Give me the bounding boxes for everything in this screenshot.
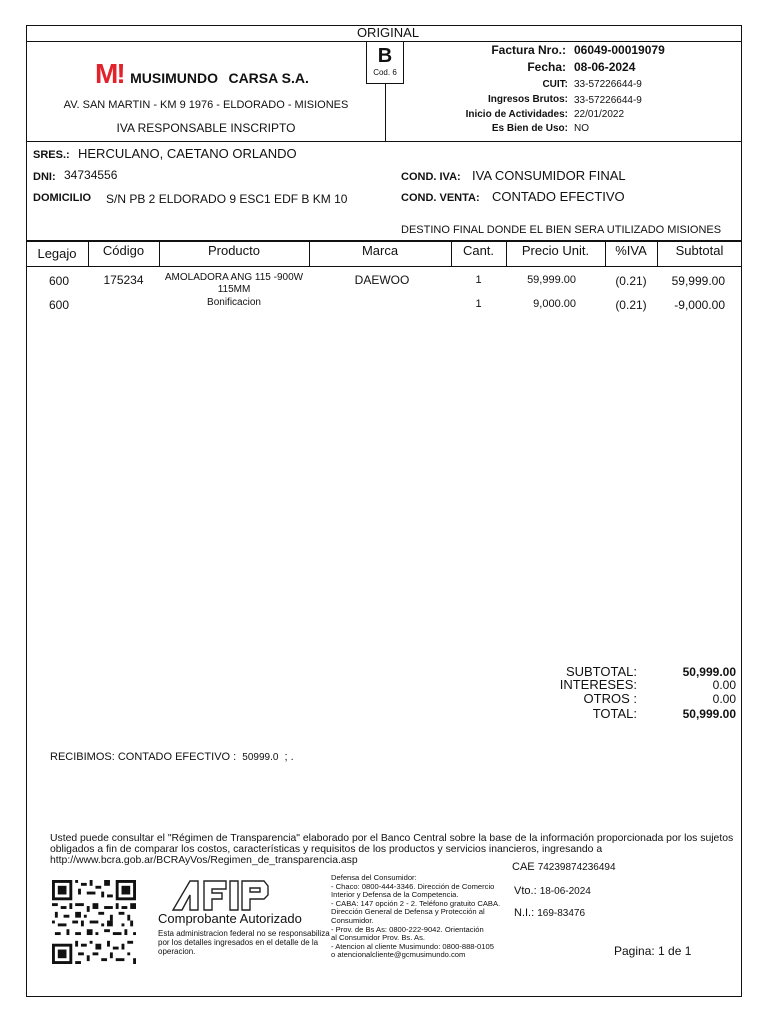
- use-label: Es Bien de Uso:: [491, 123, 568, 134]
- qr-code: [50, 880, 138, 964]
- cae-line: [512, 861, 616, 873]
- th-producto: Producto: [207, 243, 261, 258]
- authorized-label: Comprobante Autorizado: [158, 911, 302, 926]
- cell-subtotal: -9,000.00: [674, 298, 725, 312]
- dni-label: DNI:: [33, 171, 56, 183]
- cell-legajo: 600: [48, 274, 70, 288]
- cell-iva: (0.21): [615, 298, 647, 312]
- th-cant: Cant.: [462, 243, 495, 258]
- invoice-type-box: [366, 41, 404, 84]
- afip-disclaimer: Esta administracion federal no se responsabiliza por los detalles ingresados en el detalle de la operacion.: [158, 929, 330, 956]
- invoice-date-label: Fecha:: [527, 60, 566, 74]
- logo-mark: M!: [95, 58, 124, 89]
- otros-value: 0.00: [712, 692, 736, 706]
- cell-producto: Bonificacion: [207, 297, 261, 308]
- invoice-number-label: Factura Nro.:: [491, 43, 566, 57]
- transparency-text: Usted puede consultar el "Régimen de Transparencia" elaborado por el Banco Central sobre la base de la información proporcionada por los sujetos obligados a fin de comparar los costos, características y requisitos de los productos y servicios inancieros, ingresando a http://www.bcra.gob.ar/BCRAyVos/Regimen_de_transparencia.asp: [50, 833, 734, 866]
- ni-line: [514, 907, 585, 919]
- subtotal-label: SUBTOTAL:: [565, 664, 637, 679]
- cell-legajo: 600: [48, 298, 70, 312]
- th-marca: Marca: [361, 243, 399, 258]
- received-line: [50, 751, 294, 763]
- cae-label: CAE: [512, 861, 535, 873]
- dni-value: 34734556: [64, 168, 118, 182]
- cond-iva-value: IVA CONSUMIDOR FINAL: [472, 168, 626, 183]
- cell-cant: 1: [475, 298, 482, 310]
- consumer-email[interactable]: o atencionalcliente@gcmusimundo.com: [331, 950, 466, 960]
- copy-label: ORIGINAL: [356, 25, 420, 40]
- afip-logo: [170, 877, 272, 913]
- intereses-value: 0.00: [712, 678, 736, 692]
- ni-value: 169-83476: [537, 908, 586, 919]
- cuit-label: CUIT:: [542, 79, 568, 90]
- iibb-value: 33-57226644-9: [574, 95, 642, 106]
- received-label: RECIBIMOS: CONTADO EFECTIVO :: [50, 751, 237, 763]
- company-legal: CARSA S.A.: [228, 70, 309, 86]
- use-value: NO: [574, 123, 589, 134]
- vto-line: [514, 885, 591, 897]
- cell-precio: 59,999.00: [527, 274, 576, 286]
- received-amount: 50999.0: [242, 752, 279, 763]
- cell-codigo: 175234: [103, 273, 144, 287]
- cell-precio: 9,000.00: [533, 298, 576, 310]
- vto-value: 18-06-2024: [539, 886, 591, 897]
- company-address: AV. SAN MARTIN - KM 9 1976 - ELDORADO - MISIONES: [63, 99, 349, 111]
- address-value: S/N PB 2 ELDORADO 9 ESC1 EDF B KM 10: [106, 192, 348, 206]
- otros-label: OTROS :: [583, 691, 637, 706]
- th-subtotal: Subtotal: [675, 243, 724, 258]
- intereses-label: INTERESES:: [559, 677, 637, 692]
- company-logo: [95, 58, 309, 90]
- received-tail: ; .: [284, 751, 294, 763]
- invoice-letter: B: [377, 45, 393, 67]
- start-label: Inicio de Actividades:: [465, 109, 568, 120]
- th-iva: %IVA: [615, 243, 647, 258]
- company-iva: IVA RESPONSABLE INSCRIPTO: [116, 121, 296, 135]
- cae-value: 74239874236494: [537, 862, 616, 873]
- iibb-label: Ingresos Brutos:: [487, 94, 568, 105]
- invoice-date: 08-06-2024: [574, 60, 636, 74]
- cell-producto-line2: 115MM: [217, 284, 251, 295]
- sres-label: SRES.:: [33, 149, 70, 161]
- th-legajo: Legajo: [37, 246, 77, 261]
- vto-label: Vto.:: [514, 885, 537, 897]
- cell-producto: AMOLADORA ANG 115 -900W: [164, 272, 304, 283]
- afip-logo-text: AFIP: [170, 877, 173, 878]
- page-number: Pagina: 1 de 1: [614, 944, 692, 958]
- logo-name: MUSIMUNDO: [130, 70, 218, 86]
- bcra-link[interactable]: http://www.bcra.gob.ar/BCRAyVos/Regimen_de_transparencia.asp: [50, 855, 358, 866]
- start-value: 22/01/2022: [574, 109, 625, 120]
- address-label: DOMICILIO: [33, 192, 92, 204]
- cell-cant: 1: [475, 274, 482, 286]
- cond-venta-value: CONTADO EFECTIVO: [492, 189, 625, 204]
- consumer-defense: Defensa del Consumidor: - Chaco: 0800-444-3346. Dirección de Comercio Interior y Defensa de la Competencia. - CABA: 147 opción 2 - 2. Teléfono gratuito CABA. Dirección General de Defensa y Protección al Consumidor. - Prov. de Bs As: 0800-222-9042. Orientación al Consumidor Prov. Bs. As. - Atencion al cliente Musimundo: 0800-888-0105 o atencionalcliente@gcmusimundo.com: [331, 873, 501, 960]
- destination-note: DESTINO FINAL DONDE EL BIEN SERA UTILIZADO MISIONES: [401, 224, 722, 236]
- cond-venta-label: COND. VENTA:: [401, 192, 480, 204]
- cell-iva: (0.21): [615, 274, 647, 288]
- ni-label: N.I.:: [514, 907, 535, 919]
- total-label: TOTAL:: [592, 706, 637, 721]
- cell-subtotal: 59,999.00: [671, 274, 725, 288]
- subtotal-value: 50,999.00: [682, 665, 736, 679]
- cell-marca: DAEWOO: [354, 273, 410, 287]
- th-codigo: Código: [102, 243, 145, 258]
- customer-name: HERCULANO, CAETANO ORLANDO: [78, 146, 297, 161]
- cond-iva-label: COND. IVA:: [401, 171, 461, 183]
- total-value: 50,999.00: [682, 707, 736, 721]
- cuit-value: 33-57226644-9: [574, 79, 642, 90]
- invoice-code: Cod. 6: [373, 68, 397, 77]
- th-precio: Precio Unit.: [521, 243, 590, 258]
- invoice-number: 06049-00019079: [574, 43, 665, 57]
